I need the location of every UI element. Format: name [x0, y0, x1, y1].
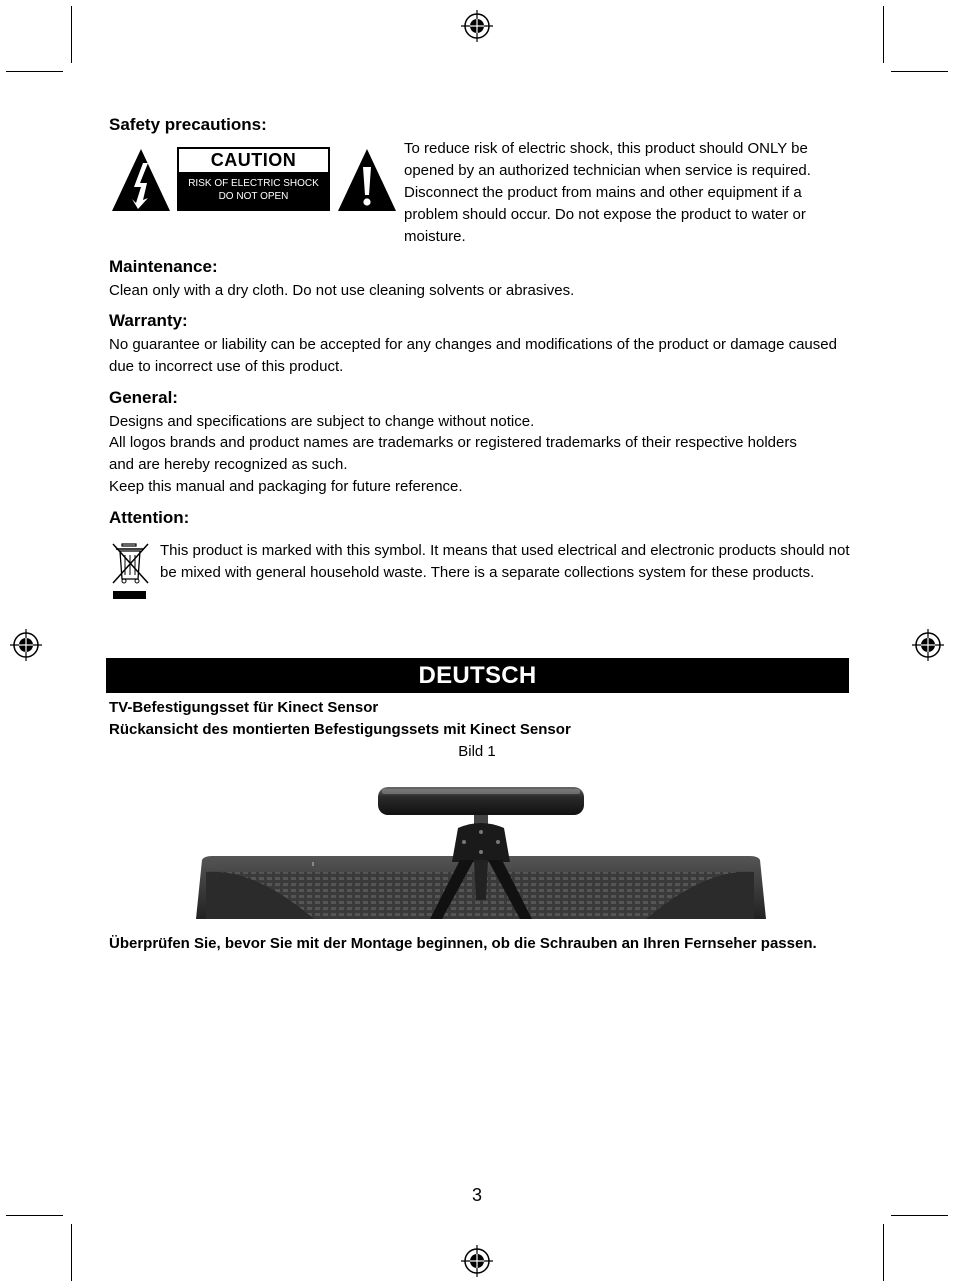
warranty-heading: Warranty:: [109, 311, 188, 330]
safety-heading: Safety precautions:: [109, 115, 267, 134]
electric-shock-warning-icon: [110, 147, 172, 213]
maintenance-heading: Maintenance:: [109, 257, 218, 276]
deutsch-note: Überprüfen Sie, bevor Sie mit der Montage beginnen, ob die Schrauben an Ihren Fernseher passen.: [109, 935, 817, 952]
general-heading: General:: [109, 388, 178, 407]
crop-mark: [891, 71, 948, 72]
exclamation-warning-icon: [336, 147, 398, 213]
attention-heading: Attention:: [109, 508, 190, 527]
caution-line-2: DO NOT OPEN: [218, 191, 289, 202]
deutsch-title-2: Rückansicht des montierten Befestigungssets mit Kinect Sensor: [109, 721, 571, 738]
crop-mark: [71, 1224, 72, 1281]
caution-title: CAUTION: [179, 149, 328, 172]
caution-line-1: RISK OF ELECTRIC SHOCK: [188, 178, 319, 189]
maintenance-text: Clean only with a dry cloth. Do not use cleaning solvents or abrasives.: [109, 282, 575, 299]
registration-mark-icon: [461, 10, 493, 42]
registration-mark-icon: [10, 629, 42, 661]
figure-caption: Bild 1: [458, 743, 496, 760]
deutsch-title-1: TV-Befestigungsset für Kinect Sensor: [109, 699, 379, 716]
attention-text: This product is marked with this symbol. It means that used electrical and electronic products should not be mixed with general household waste. There is a separate collections system for these products.: [160, 542, 850, 581]
caution-label: [177, 147, 330, 211]
crop-mark: [71, 6, 72, 63]
caution-subtext: [178, 177, 329, 203]
crossed-out-bin-icon: [110, 541, 152, 603]
registration-mark-icon: [912, 629, 944, 661]
general-line-1: Designs and specifications are subject to change without notice.: [109, 413, 535, 430]
safety-text: To reduce risk of electric shock, this product should ONLY be opened by an authorized technician when service is required. Disconnect the product from mains and other equipment if a problem should occur. Do not expose the product to water or moisture.: [404, 140, 811, 245]
crop-mark: [6, 1215, 63, 1216]
crop-mark: [891, 1215, 948, 1216]
section-banner-deutsch: DEUTSCH: [106, 658, 849, 693]
warranty-text: No guarantee or liability can be accepted for any changes and modifications of the product or damage caused due to incorrect use of this product.: [109, 336, 837, 375]
page-number: 3: [471, 1185, 482, 1205]
general-line-3: Keep this manual and packaging for future reference.: [109, 478, 463, 495]
product-photo: [194, 780, 766, 919]
registration-mark-icon: [461, 1245, 493, 1277]
general-line-2: All logos brands and product names are trademarks or registered trademarks of their respective holders and are hereby recognized as such.: [109, 434, 797, 473]
crop-mark: [6, 71, 63, 72]
crop-mark: [883, 6, 884, 63]
crop-mark: [883, 1224, 884, 1281]
